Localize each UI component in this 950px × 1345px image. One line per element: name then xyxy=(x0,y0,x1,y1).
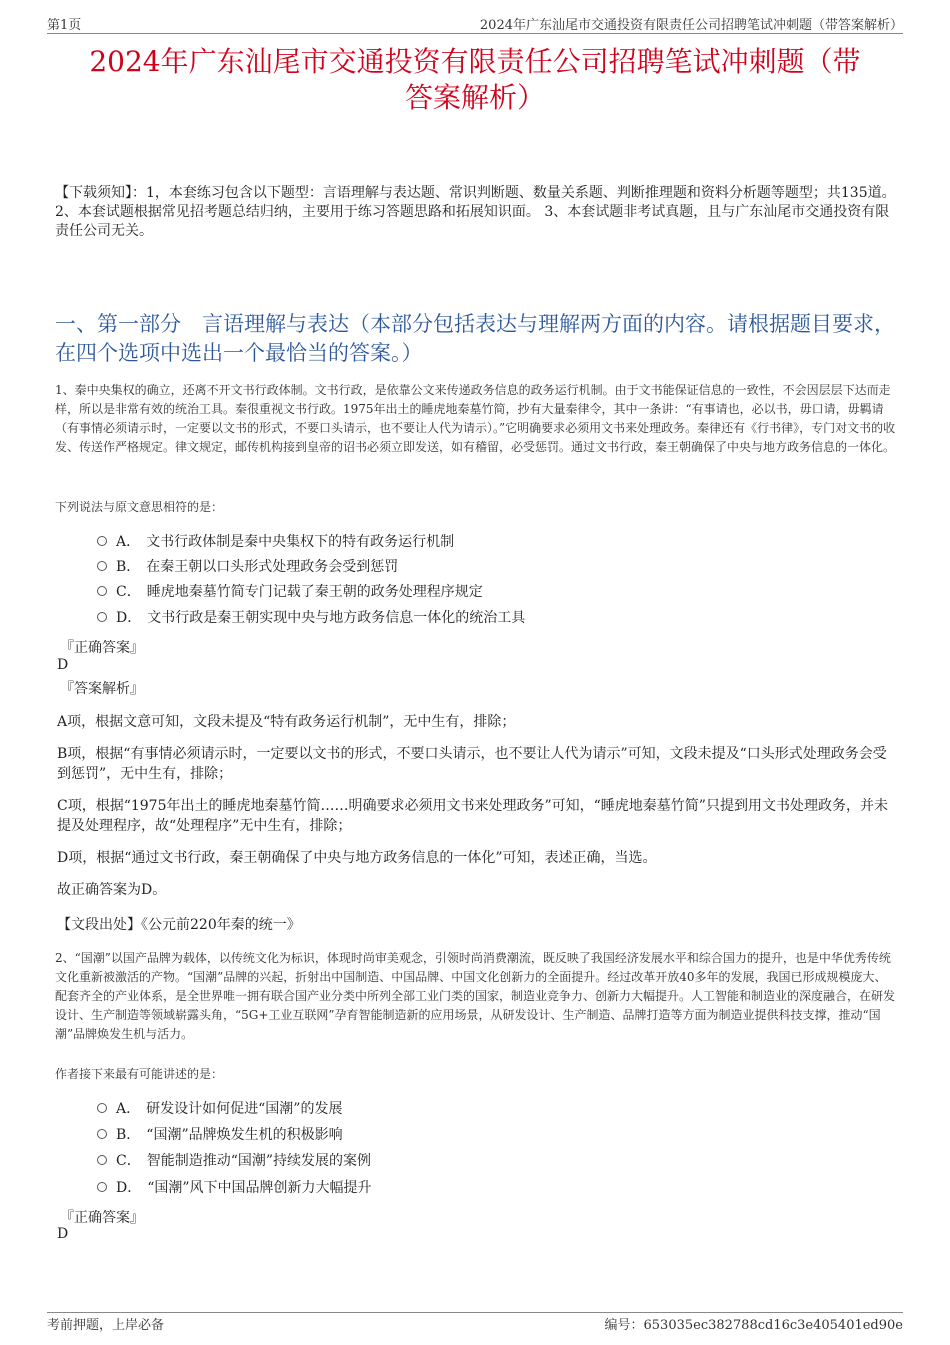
q1-answer: D xyxy=(57,657,69,673)
q1-analysis-c: C项，根据“1975年出土的睡虎地秦墓竹简……明确要求必须用文书来处理政务”可知，“睡虎地秦墓竹简”只提到用文书处理政务，并未提及处理程序，故“处理程序”无中生有，排除； xyxy=(57,798,888,834)
q1-option-d[interactable]: D． 文书行政是秦王朝实现中央与地方政务信息一体化的统治工具 xyxy=(97,608,525,628)
q2-option-d[interactable]: D． “国潮”风下中国品牌创新力大幅提升 xyxy=(97,1178,372,1198)
question-2-passage: 2、“国潮”以国产品牌为载体，以传统文化为标识，体现时尚审美观念，引领时尚消费潮流，既反映了我国经济发展水平和综合国力的提升，也是中华优秀传统文化重新被激活的产物。“国潮”品牌的兴起，折射出中国制造、中国品牌、中国文化创新力的全面提升。经过改革开放40多年的发展，我国已形成规模庞大、配套齐全的产业体系，是全世界唯一拥有联合国产业分类中所列全部工业门类的国家，制造业竞争力、创新力大幅提升。人工智能和制造业的深度融合，在研发设计、生产制造等领域崭露头角，“5G+工业互联网”孕育智能制造新的应用场景，从研发设计、生产制造、品牌打造等方面为制造业提供科技支撑，推动“国潮”品牌焕发生机与活力。 xyxy=(55,951,896,1041)
q2-option-b[interactable]: B． “国潮”品牌焕发生机的积极影响 xyxy=(97,1125,343,1145)
radio-icon[interactable] xyxy=(97,1182,107,1192)
footer-motto: 考前押题，上岸必备 xyxy=(47,1318,165,1333)
q2-answer-label: 『正确答案』 xyxy=(60,1210,144,1226)
q1-analysis-a: A项，根据文意可知，文段未提及“特有政务运行机制”，无中生有，排除； xyxy=(57,714,516,730)
question-1-passage: 1、秦中央集权的确立，还离不开文书行政体制。文书行政，是依靠公文来传递政务信息的政务运行机制。由于文书能保证信息的一致性，不会因层层下达而走样，所以是非常有效的统治工具。秦很重视文书行政。1975年出土的睡虎地秦墓竹简，抄有大量秦律令，其中一条讲：“有事请也，必以书，毋口请，毋羁请（有事情必须请示时，一定要以文书的形式，不要口头请示，也不要让人代为请示）。”它明确要求必须用文书来处理政务。秦律还有《行书律》，专门对文书的收发、传送作严格规定。律文规定，邮传机构接到皇帝的诏书必须立即发送，如有稽留，必受惩罚。通过文书行政，秦王朝确保了中央与地方政务信息的一体化。 xyxy=(55,383,896,454)
footer-code xyxy=(604,1314,903,1333)
q1-answer-label: 『正确答案』 xyxy=(60,640,144,656)
section-heading: 一、第一部分 言语理解与表达（本部分包括表达与理解两方面的内容。请根据题目要求，在四个选项中选出一个最恰当的答案。） xyxy=(55,312,895,365)
footer-code-value: 653035ec382788cd16c3e405401ed90e xyxy=(643,1318,903,1333)
page-footer xyxy=(47,1314,903,1334)
q1-analysis-conclusion: 故正确答案为D。 xyxy=(57,882,167,898)
q1-option-a[interactable]: A． 文书行政体制是秦中央集权下的特有政务运行机制 xyxy=(97,532,454,552)
q1-source: 【文段出处】《公元前220年秦的统一》 xyxy=(57,917,301,933)
radio-icon[interactable] xyxy=(97,536,107,546)
q2-option-a[interactable]: A． 研发设计如何促进“国潮”的发展 xyxy=(97,1099,342,1119)
radio-icon[interactable] xyxy=(97,1103,107,1113)
radio-icon[interactable] xyxy=(97,1129,107,1139)
title-line-1: 2024年广东汕尾市交通投资有限责任公司招聘笔试冲刺题（带 xyxy=(89,45,861,78)
header-divider xyxy=(47,33,903,34)
footer-code-label: 编号： xyxy=(604,1318,644,1333)
q1-option-b[interactable]: B． 在秦王朝以口头形式处理政务会受到惩罚 xyxy=(97,557,398,577)
title-line-2: 答案解析） xyxy=(404,81,545,114)
q1-analysis-d: D项，根据“通过文书行政，秦王朝确保了中央与地方政务信息的一体化”可知，表述正确，当选。 xyxy=(57,850,657,866)
download-note: 【下载须知】：1，本套练习包含以下题型：言语理解与表达题、常识判断题、数量关系题、判断推理题和资料分析题等题型；共135道。 2、本套试题根据常见招考题总结归纳，主要用于练习答题思路和拓展知识面。 3、本套试题非考试真题，且与广东汕尾市交通投资有限责任公司无关。 xyxy=(55,185,896,239)
radio-icon[interactable] xyxy=(97,586,107,596)
header-doc-title: 2024年广东汕尾市交通投资有限责任公司招聘笔试冲刺题（带答案解析） xyxy=(479,18,903,33)
radio-icon[interactable] xyxy=(97,1155,107,1165)
document-title xyxy=(47,44,903,116)
radio-icon[interactable] xyxy=(97,561,107,571)
q2-answer: D xyxy=(57,1226,69,1242)
question-2-prompt: 作者接下来最有可能讲述的是： xyxy=(55,1067,224,1081)
page-number-label: 第1页 xyxy=(47,18,82,33)
q2-option-c[interactable]: C． 智能制造推动“国潮”持续发展的案例 xyxy=(97,1151,371,1171)
q1-analysis-b: B项，根据“有事情必须请示时，一定要以文书的形式，不要口头请示，也不要让人代为请示”可知，文段未提及“口头形式处理政务会受到惩罚”，无中生有，排除； xyxy=(57,746,887,782)
footer-divider xyxy=(47,1312,903,1313)
radio-icon[interactable] xyxy=(97,612,107,622)
question-1-prompt: 下列说法与原文意思相符的是： xyxy=(55,500,224,514)
q1-analysis-label: 『答案解析』 xyxy=(60,681,144,697)
page-header xyxy=(47,14,903,34)
q1-option-c[interactable]: C． 睡虎地秦墓竹简专门记载了秦王朝的政务处理程序规定 xyxy=(97,582,483,602)
